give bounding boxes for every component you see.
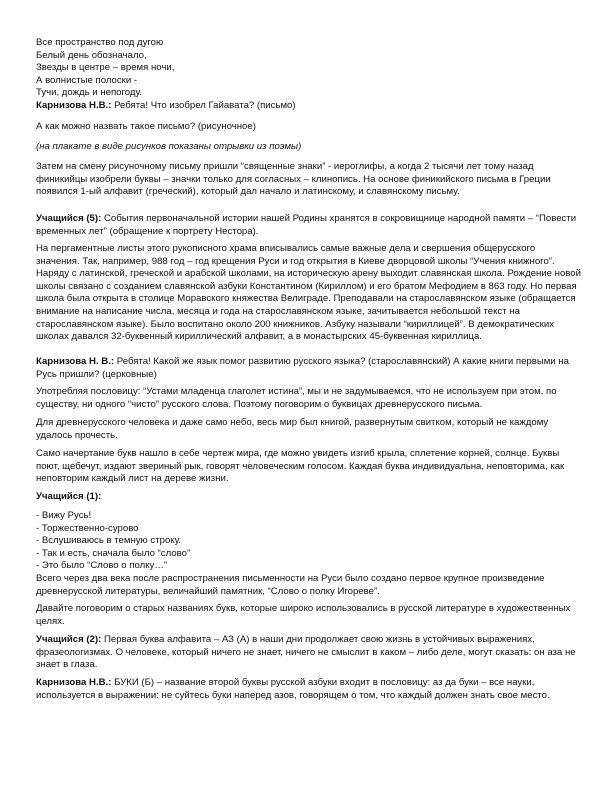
paragraph-proverb: Употребляя пословицу: “Устами младенца глаголет истина”, мы и не задумываемся, что не используем при этом, по существу, ни одного “чисто” русского слова. Поэтому поговорим о буквицах древнерусского письма. [36,386,557,410]
paragraph-parchment: На пергаментные листы этого рукописного храма вписывались самые важные дела и свершения общерусского значения. Так, например, 988 год – год крещения Руси и год открытия в Киеве дворцовой школы “Учения книжного”. Наряду с латинской, греческой и арабской школами, на историческую арену выходит славянская школа. Рождение новой школы связано с созданием славянской азбуки Константином (Кириллом) и его братом Мефодием в 863 году. Но первая школа была открыта в столице Моравского княжества Велиграде. Преподавали на старославянском языке (обращается внимание на написание числа, месяца и года на старославянском языке, зачитывается небольшой текст на старославянском языке). Было воспитано около 200 книжников. Азбуку называли “кириллицей”. В демократических школах давался 32-буквенный кириллический алфавит, а в монастырских 45-буквенная кириллица. [36,243,581,343]
remark-text: Ребята! Что изобрел Гайавата? (письмо) [111,100,296,111]
teacher-remark [36,100,581,113]
list-item: - Вслушиваюсь в темную строку. [36,535,182,547]
poster-note [36,141,581,154]
paragraph-old-names: Давайте поговорим о старых названиях букв, которые широко использовались в русской литературе в художественных целях. [36,603,571,627]
question-paragraph: А как можно назвать такое письмо? (рисуночное) [36,121,256,132]
speaker-name: Карнизова Н.В.: [36,677,112,688]
remark-text: Первая буква алфавита – АЗ (А) в наши дни продолжает свою жизнь в устойчивых выражениях, фразеологизмах. О человеке, который ничего не знает, ничего не смыслит в каком – либо деле, могут сказать: он аза не знает в глаза. [36,634,576,671]
poem-line: Тучи, дождь и непогоду. [36,87,143,99]
remark-text: БУКИ (Б) – название второй буквы русской азбуки входит в пословицу: аз да буки – все науки, используется в выражении: не суйтесь буки наперед азов, говорящем о том, что каждый должен знать свое место. [36,677,550,701]
list-item: - Это было “Слово о полку…” [36,560,168,572]
poem-stanza [36,37,576,100]
paragraph-igor: Всего через два века после распространения письменности на Руси было создано первое крупное произведение древнерусской литературы, величайший памятник, “Слово о полку Игореве”. [36,573,545,597]
poem-line: Все пространство под дугою [36,37,164,48]
paragraph-letters: Само начертание букв нашло в себе чертеж мира, где можно увидеть изгиб крыла, сплетение корней, солнце. Буквы поют, щебечут, издают звериный рык, говорят человеческим голосом. Каждая буква индивидуальна, неповторима, как неповторим каждый лист на дереве жизни. [36,448,565,485]
remark-text: Ребята! Какой же язык помог развитию русского языка? (старославянский) А какие книги первыми на Русь пришли? (церковные) [36,356,569,380]
recited-list [36,510,581,573]
list-item: - Так и есть, сначала было “слово” [36,547,191,559]
paragraph-hieroglyphs: Затем на смену рисуночному письму пришли “священные знаки” - иероглифы, а когда 2 тысячи лет тому назад финикийцы изобрели буквы – значки только для согласных – клинопись. На основе финикийского письма в Греции появился 1-ый алфавит (греческий), который дал начало и латинскому, и славянскому письму. [36,161,551,198]
poem-line: Звезды в центре – время ночи, [36,62,175,74]
poster-note-text: (на плакате в виде рисунков показаны отрывки из поэмы) [36,141,302,152]
speaker-name: Учащийся (2): [36,634,102,645]
list-item: - Вижу Русь! [36,510,92,521]
remark-text: События первоначальной истории нашей Родины хранятся в сокровищнице народной памяти – “Повести временных лет” (обращение к портрету Нестора). [36,213,577,237]
poem-line: А волнистые полоски - [36,74,138,86]
teacher-remark [36,677,581,702]
speaker-name: Карнизова Н.В.: [36,100,112,111]
paragraph-world-book: Для древнерусского человека и даже само небо, весь мир был книгой, развернутым свитком, который не каждому удалось прочесть. [36,417,549,441]
student-label [36,491,581,504]
poem-line: Белый день обозначало, [36,49,147,61]
speaker-name: Карнизова Н. В.: [36,356,115,367]
student-remark [36,634,581,672]
teacher-remark [36,356,581,381]
speaker-name: Учащийся (1): [36,491,102,502]
list-item: - Торжественно-сурово [36,522,139,534]
student-remark [36,213,581,238]
speaker-name: Учащийся (5): [36,213,102,224]
